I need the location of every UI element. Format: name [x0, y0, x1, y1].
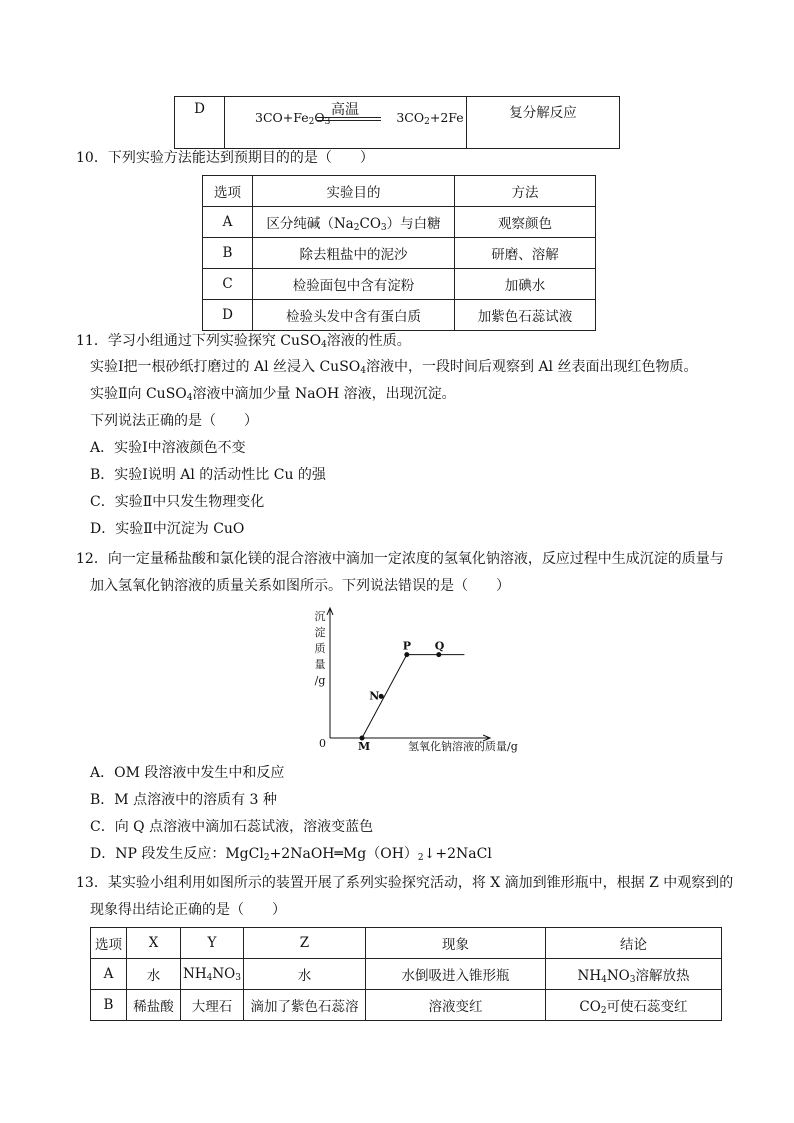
- q12-option-b: B．M 点溶液中的溶质有 3 种: [90, 792, 277, 808]
- q13-table: [90, 927, 722, 1021]
- y-axis-label-char: /g: [314, 674, 326, 687]
- table-header: 实验目的: [253, 176, 455, 207]
- table-row: [203, 176, 596, 207]
- point-label-m: M: [358, 740, 371, 753]
- table-cell: B: [203, 238, 253, 269]
- q11-prompt: 下列说法正确的是（ ）: [90, 413, 258, 429]
- table-row: [175, 97, 620, 149]
- q12-option-c: C．向 Q 点溶液中滴加石蕊试液，溶液变蓝色: [90, 819, 374, 835]
- table-cell: 溶液变红: [365, 990, 545, 1021]
- q9-option-d: D: [175, 97, 225, 149]
- q12-option-a: A．OM 段溶液中发生中和反应: [90, 765, 285, 781]
- q9-equation-cell: [225, 97, 467, 149]
- table-row: [91, 928, 722, 959]
- table-cell: 检验面包中含有淀粉: [253, 269, 455, 300]
- point-label-n: N: [369, 689, 380, 703]
- table-cell: 加紫色石蕊试液: [455, 300, 596, 331]
- table-cell: 滴加了紫色石蕊溶: [243, 990, 365, 1021]
- table-cell: 加碘水: [455, 269, 596, 300]
- table-row: [203, 238, 596, 269]
- table-cell: A: [203, 207, 253, 238]
- table-cell: 研磨、溶解: [455, 238, 596, 269]
- table-cell: 水: [127, 959, 181, 990]
- table-header: 方法: [455, 176, 596, 207]
- table-cell: A: [91, 959, 127, 990]
- y-axis-label-char: 量: [314, 658, 326, 671]
- table-header: 结论: [545, 928, 721, 959]
- point-label-q: Q: [434, 639, 445, 653]
- table-row: [203, 269, 596, 300]
- table-row: [203, 207, 596, 238]
- q11-option-b: B．实验Ⅰ说明 Al 的活动性比 Cu 的强: [90, 467, 326, 483]
- y-axis-label-char: 淀: [314, 626, 326, 639]
- table-header: Y: [181, 928, 244, 959]
- table-cell: C: [203, 269, 253, 300]
- y-axis-label-char: 质: [314, 642, 326, 655]
- table-cell: D: [203, 300, 253, 331]
- point-label-p: P: [402, 639, 412, 653]
- origin-label: 0: [319, 737, 326, 750]
- q11-experiment-2: 实验Ⅱ向 CuSO$_4$溶液中滴加少量 NaOH 溶液，出现沉淀。: [90, 386, 456, 403]
- table-cell: $NH_4NO_3$溶解放热: [545, 959, 721, 990]
- table-cell: 区分纯碱$(Na_2CO_3)$与白糖: [253, 207, 455, 238]
- table-header: 选项: [91, 928, 127, 959]
- table-cell: 稀盐酸: [127, 990, 181, 1021]
- y-axis-label-char: 沉: [314, 610, 326, 623]
- q11-option-c: C．实验Ⅱ中只发生物理变化: [90, 494, 265, 510]
- q12-stem-line2: 加入氢氧化钠溶液的质量关系如图所示。下列说法错误的是（ ）: [90, 578, 510, 594]
- q11-stem: 11．学习小组通过下列实验探究 CuSO$_4$溶液的性质。: [76, 333, 411, 350]
- table-cell: $CO_2$可使石蕊变红: [545, 990, 721, 1021]
- reaction-condition: 高温: [331, 102, 359, 118]
- point-n: [379, 694, 384, 699]
- table-cell: 大理石: [181, 990, 244, 1021]
- q10-table: [202, 175, 596, 331]
- table-row: [91, 990, 722, 1021]
- q9-table: [174, 96, 620, 149]
- q11-experiment-1: 实验Ⅰ把一根砂纸打磨过的 Al 丝浸入 CuSO$_4$溶液中，一段时间后观察到 Al 丝表面出现红色物质。: [90, 359, 698, 376]
- series-line: [330, 655, 464, 738]
- table-header: 选项: [203, 176, 253, 207]
- point-p: [404, 652, 409, 657]
- chemical-equation: $3CO+Fe_2O_3$ $3CO_2+2Fe$: [255, 110, 464, 127]
- q11-option-d: D．实验Ⅱ中沉淀为 CuO: [90, 521, 245, 537]
- table-header: X: [127, 928, 181, 959]
- table-cell: 观察颜色: [455, 207, 596, 238]
- table-cell: 水: [243, 959, 365, 990]
- point-q: [436, 652, 441, 657]
- q11-option-a: A．实验Ⅰ中溶液颜色不变: [90, 440, 246, 456]
- table-header: 现象: [365, 928, 545, 959]
- table-row: [91, 959, 722, 990]
- table-cell: $NH_4NO_3$: [181, 959, 244, 990]
- q9-reaction-type: 复分解反应: [467, 97, 620, 149]
- table-cell: 除去粗盐中的泥沙: [253, 238, 455, 269]
- table-cell: 检验头发中含有蛋白质: [253, 300, 455, 331]
- q12-stem-line1: 12．向一定量稀盐酸和氯化镁的混合溶液中滴加一定浓度的氢氧化钠溶液，反应过程中生成沉淀的质量与: [76, 551, 724, 567]
- q10-stem: 10．下列实验方法能达到预期目的的是（ ）: [76, 150, 374, 166]
- table-cell: 水倒吸进入锥形瓶: [365, 959, 545, 990]
- q12-option-d: D．NP 段发生反应：$MgCl_2+2NaOH═Mg(OH)_2↓+2NaCl$: [90, 846, 492, 863]
- precipitate-chart: [290, 600, 520, 760]
- table-row: [203, 300, 596, 331]
- table-header: Z: [243, 928, 365, 959]
- x-axis-label: 氢氧化钠溶液的质量/g: [408, 740, 518, 753]
- q13-stem-line2: 现象得出结论正确的是（ ）: [90, 902, 286, 918]
- q13-stem-line1: 13．某实验小组利用如图所示的装置开展了系列实验探究活动，将 X 滴加到锥形瓶中，根据 Z 中观察到的: [76, 875, 734, 891]
- table-cell: B: [91, 990, 127, 1021]
